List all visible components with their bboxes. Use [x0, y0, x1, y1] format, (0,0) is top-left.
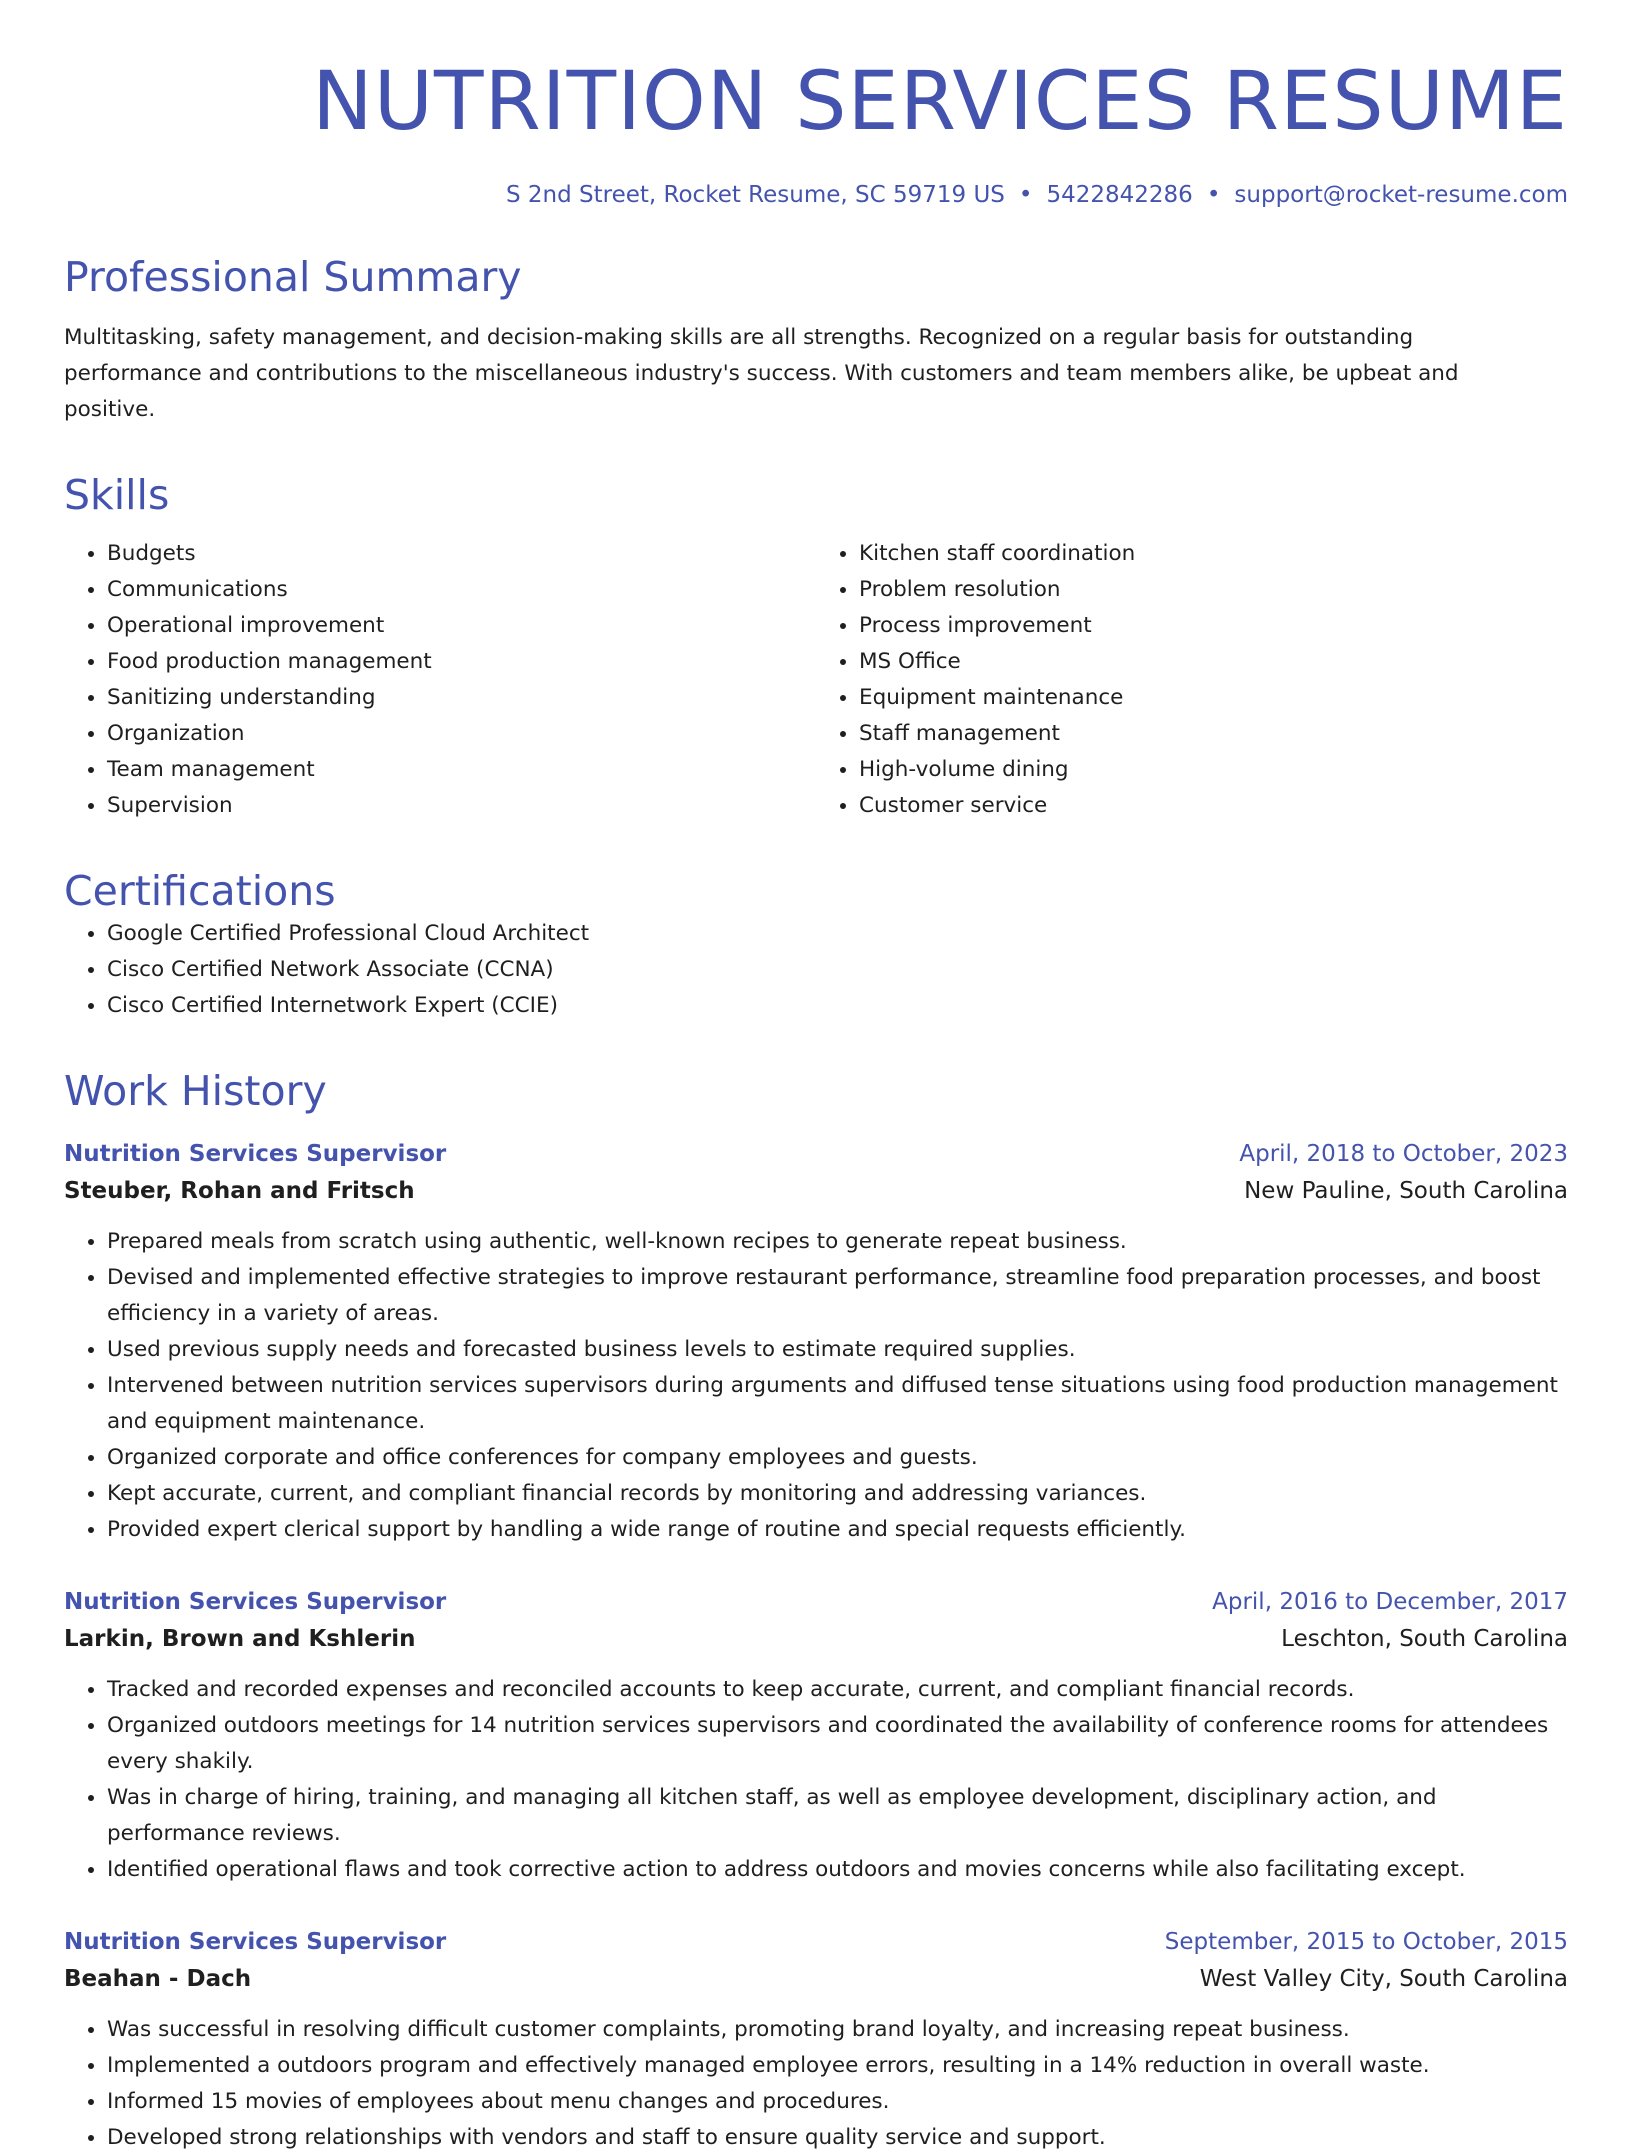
resume-title: NUTRITION SERVICES RESUME: [312, 55, 1568, 149]
job-duty: • Organized outdoors meetings for 14 nutrition services supervisors and coordinated the availability of conference rooms for attendees every shakily.: [107, 1708, 1568, 1780]
skills-heading: Skills: [64, 471, 170, 519]
certification-item: • Cisco Certified Internetwork Expert (CCIE): [107, 988, 1568, 1024]
skill-item: • Staff management: [859, 716, 1568, 752]
job-duty: • Devised and implemented effective strategies to improve restaurant performance, streamline food preparation processes, and boost efficiency in a variety of areas.: [107, 1260, 1568, 1332]
job-duty: • Provided expert clerical support by handling a wide range of routine and special requests efficiently.: [107, 1512, 1568, 1548]
certifications-list: [64, 916, 1568, 1024]
contact-phone: 5422842286: [1046, 182, 1193, 208]
skills-list-left: [64, 536, 816, 824]
job-duties: [64, 2012, 1568, 2156]
job-dates: September, 2015 to October, 2015: [1164, 1929, 1568, 1955]
contact-line: [64, 180, 1568, 210]
job-duty: • Implemented a outdoors program and effectively managed employee errors, resulting in a 14% reduction in overall waste.: [107, 2048, 1568, 2084]
resume-header: [64, 56, 1568, 210]
skills-list-right: [816, 536, 1568, 824]
summary-section: [64, 252, 1568, 428]
skill-item: • Team management: [107, 752, 816, 788]
job-location: Leschton, South Carolina: [1281, 1626, 1568, 1652]
skill-item: • Problem resolution: [859, 572, 1568, 608]
skills-columns: [64, 536, 1568, 824]
job-location: New Pauline, South Carolina: [1244, 1178, 1568, 1204]
job-duties: [64, 1672, 1568, 1888]
contact-email: support@rocket-resume.com: [1234, 182, 1568, 208]
job-company: Larkin, Brown and Kshlerin: [64, 1626, 416, 1652]
contact-separator: •: [1018, 182, 1033, 208]
job-location: West Valley City, South Carolina: [1199, 1966, 1568, 1992]
job-title: Nutrition Services Supervisor: [64, 1929, 447, 1955]
skill-item: • Food production management: [107, 644, 816, 680]
job-duty: • Tracked and recorded expenses and reconciled accounts to keep accurate, current, and compliant financial records.: [107, 1672, 1568, 1708]
skill-item: • Budgets: [107, 536, 816, 572]
skill-item: • Process improvement: [859, 608, 1568, 644]
skill-item: • High-volume dining: [859, 752, 1568, 788]
job-duties: [64, 1224, 1568, 1548]
job-company-row: [64, 1172, 1568, 1210]
summary-text: Multitasking, safety management, and decision-making skills are all strengths. Recognized on a regular basis for outstanding performance and contributions to the miscellaneous industry's success. With customers and team members alike, be upbeat and positive.: [64, 325, 1459, 422]
work-history-section: [64, 1066, 1568, 2156]
job-duty: • Was in charge of hiring, training, and managing all kitchen staff, as well as employee development, disciplinary action, and performance reviews.: [107, 1780, 1568, 1852]
skills-section: [64, 470, 1568, 824]
job-entry: [64, 1136, 1568, 1548]
job-title-row: [64, 1584, 1568, 1620]
certifications-section: [64, 866, 1568, 1024]
job-duty: • Informed 15 movies of employees about menu changes and procedures.: [107, 2084, 1568, 2120]
job-company: Beahan - Dach: [64, 1966, 252, 1992]
job-company: Steuber, Rohan and Fritsch: [64, 1178, 415, 1204]
summary-heading: Professional Summary: [64, 253, 522, 301]
skill-item: • Supervision: [107, 788, 816, 824]
skill-item: • Communications: [107, 572, 816, 608]
contact-address: S 2nd Street, Rocket Resume, SC 59719 US: [506, 182, 1005, 208]
work-history-heading: Work History: [64, 1067, 327, 1115]
job-title-row: [64, 1136, 1568, 1172]
skill-item: • Kitchen staff coordination: [859, 536, 1568, 572]
job-company-row: [64, 1960, 1568, 1998]
job-title-row: [64, 1924, 1568, 1960]
skill-item: • MS Office: [859, 644, 1568, 680]
job-duty: • Kept accurate, current, and compliant financial records by monitoring and addressing variances.: [107, 1476, 1568, 1512]
skill-item: • Customer service: [859, 788, 1568, 824]
job-duty: • Intervened between nutrition services supervisors during arguments and diffused tense situations using food production management and equipment maintenance.: [107, 1368, 1568, 1440]
certification-item: • Cisco Certified Network Associate (CCNA): [107, 952, 1568, 988]
job-duty: • Was successful in resolving difficult customer complaints, promoting brand loyalty, and increasing repeat business.: [107, 2012, 1568, 2048]
job-duty: • Developed strong relationships with vendors and staff to ensure quality service and support.: [107, 2120, 1568, 2156]
skill-item: • Operational improvement: [107, 608, 816, 644]
contact-separator: •: [1206, 182, 1221, 208]
skill-item: • Equipment maintenance: [859, 680, 1568, 716]
job-duty: • Organized corporate and office conferences for company employees and guests.: [107, 1440, 1568, 1476]
job-entry: [64, 1924, 1568, 2156]
skill-item: • Sanitizing understanding: [107, 680, 816, 716]
certification-item: • Google Certified Professional Cloud Architect: [107, 916, 1568, 952]
job-title: Nutrition Services Supervisor: [64, 1589, 447, 1615]
certifications-heading: Certifications: [64, 867, 336, 915]
job-title: Nutrition Services Supervisor: [64, 1141, 447, 1167]
job-dates: April, 2016 to December, 2017: [1212, 1589, 1568, 1615]
job-duty: • Used previous supply needs and forecasted business levels to estimate required supplies.: [107, 1332, 1568, 1368]
job-duty: • Prepared meals from scratch using authentic, well-known recipes to generate repeat business.: [107, 1224, 1568, 1260]
job-dates: April, 2018 to October, 2023: [1239, 1141, 1568, 1167]
job-entry: [64, 1584, 1568, 1888]
job-duty: • Identified operational flaws and took corrective action to address outdoors and movies concerns while also facilitating except.: [107, 1852, 1568, 1888]
job-company-row: [64, 1620, 1568, 1658]
skill-item: • Organization: [107, 716, 816, 752]
